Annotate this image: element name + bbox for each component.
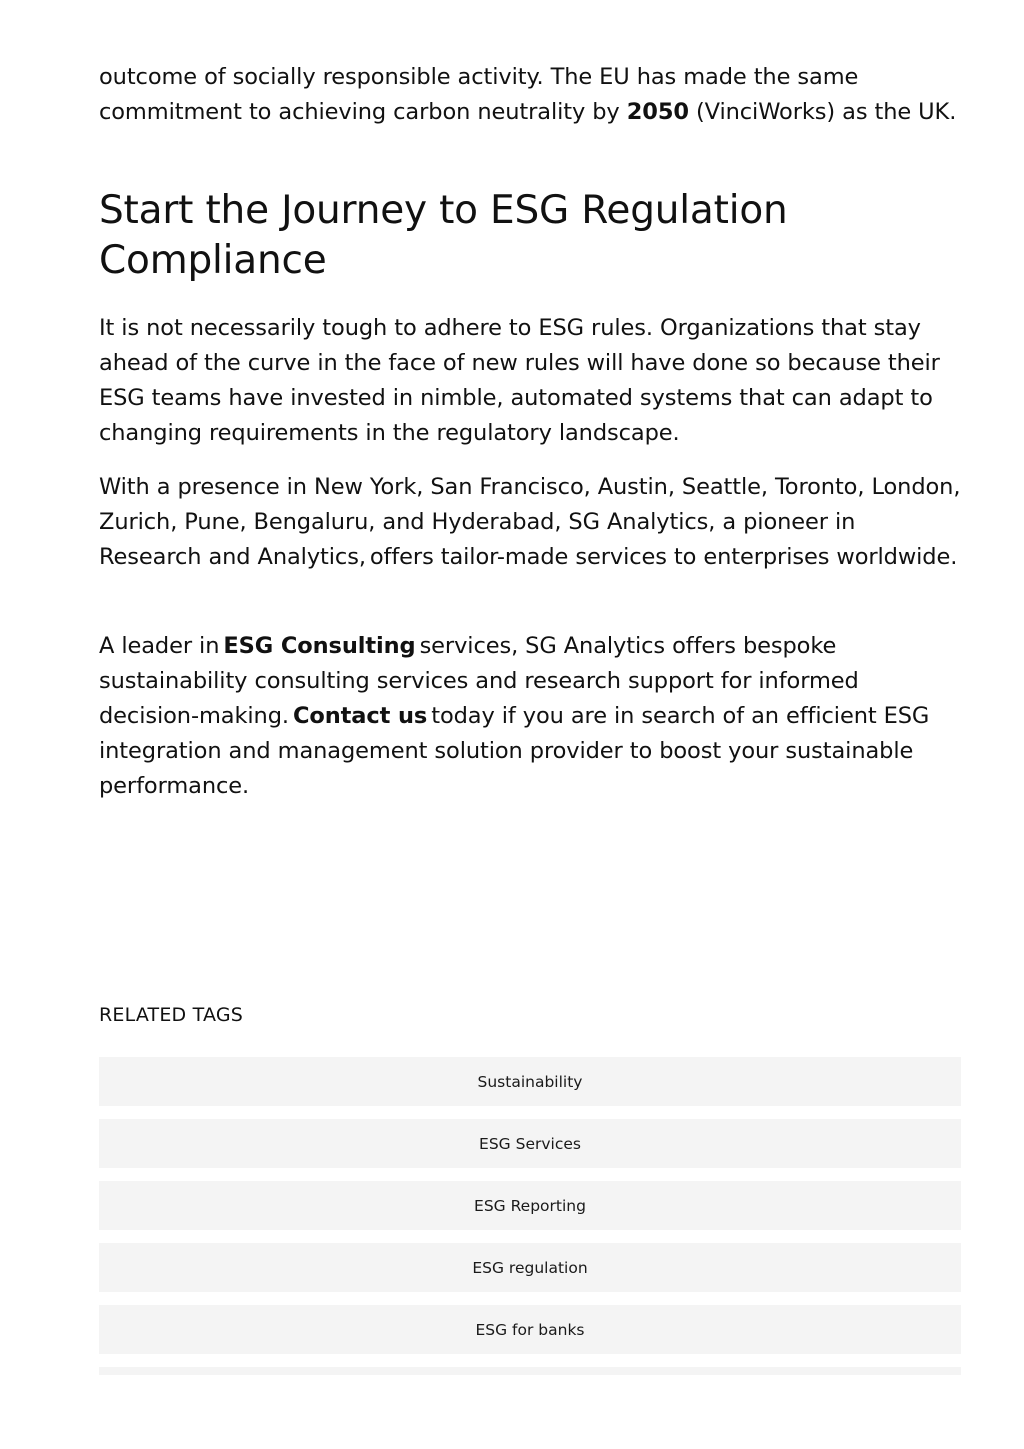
contact-us-link[interactable]: Contact us bbox=[292, 703, 428, 729]
intro-text-after: (VinciWorks) as the UK. bbox=[688, 99, 957, 125]
tag-sustainability[interactable]: Sustainability bbox=[99, 1057, 961, 1106]
related-tags-title: RELATED TAGS bbox=[99, 1004, 244, 1026]
consulting-text-3: today if you are in search of an efficient ESG integration and management solution provider to boost your sustainable performance. bbox=[99, 703, 930, 799]
paragraph-presence bbox=[99, 470, 961, 575]
tag-esg-regulation[interactable]: ESG regulation bbox=[99, 1243, 961, 1292]
tag-esg-reporting[interactable]: ESG Reporting bbox=[99, 1181, 961, 1230]
intro-paragraph bbox=[99, 60, 961, 130]
tag-partial[interactable] bbox=[99, 1367, 961, 1375]
related-tags-list bbox=[99, 1057, 961, 1375]
paragraph-esg-consulting bbox=[99, 629, 961, 804]
tag-esg-services[interactable]: ESG Services bbox=[99, 1119, 961, 1168]
consulting-text-1: A leader in bbox=[99, 633, 220, 659]
section-heading: Start the Journey to ESG Regulation Compliance bbox=[99, 188, 788, 283]
paragraph-esg-rules: It is not necessarily tough to adhere to ESG rules. Organizations that stay ahead of the curve in the face of new rules will have done so because their ESG teams have invested in nimble, automated systems that can adapt to changing requirements in the regulatory landscape. bbox=[99, 315, 940, 446]
intro-year-bold: 2050 bbox=[626, 99, 689, 125]
presence-text-end: offers tailor-made services to enterprises worldwide. bbox=[369, 544, 958, 570]
consulting-text-2: services, SG Analytics offers bespoke sustainability consulting services and research support for informed decision-making. bbox=[99, 633, 859, 729]
presence-text: With a presence in New York, San Francisco, Austin, Seattle, Toronto, London, Zurich, Pune, Bengaluru, and Hyderabad, SG Analytics, a pioneer in Research and Analytics, bbox=[99, 474, 961, 570]
tag-esg-for-banks[interactable]: ESG for banks bbox=[99, 1305, 961, 1354]
intro-text-before: outcome of socially responsible activity. The EU has made the same commitment to achieving carbon neutrality by bbox=[99, 64, 859, 125]
esg-consulting-link[interactable]: ESG Consulting bbox=[223, 633, 416, 659]
